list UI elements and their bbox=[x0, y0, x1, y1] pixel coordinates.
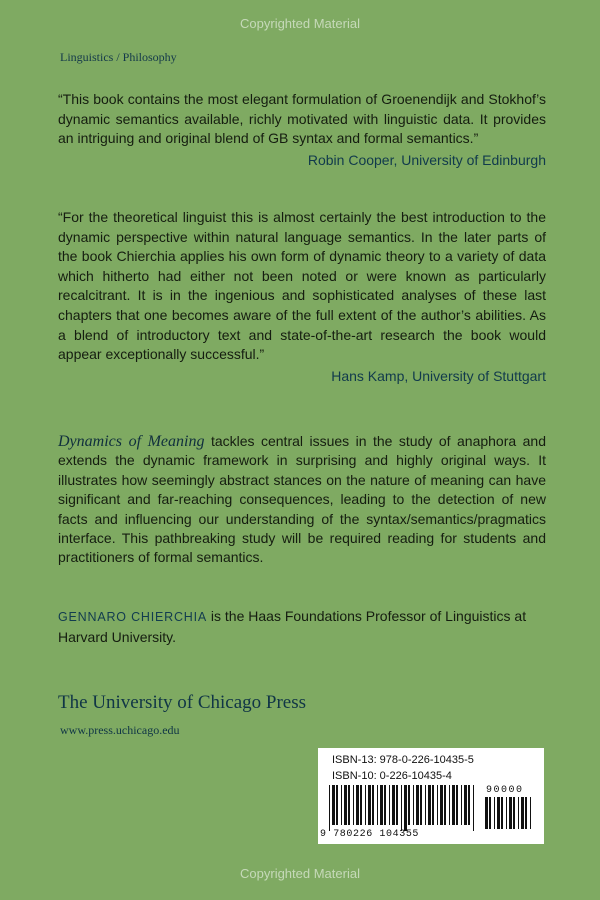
book-description bbox=[58, 432, 546, 568]
barcode-bar bbox=[525, 797, 527, 829]
barcode-bar bbox=[408, 785, 410, 825]
barcode-bar bbox=[473, 785, 474, 831]
quote-text: “This book contains the most elegant formulation of Groenendijk and Stokhof’s dynamic semantics available, richly motivated with linguistic data. It provides an intriguing and original blend of GB syntax and formal semantics.” bbox=[58, 91, 546, 147]
barcode-bar bbox=[449, 785, 450, 825]
barcode-bar bbox=[494, 797, 495, 829]
author-bio bbox=[58, 606, 546, 647]
barcode-bar bbox=[368, 785, 371, 825]
author-bio-text: is the Haas Foundations Professor of Linguistics at Harvard University. bbox=[58, 608, 527, 645]
barcode-bar bbox=[521, 797, 524, 829]
barcode-bar bbox=[380, 785, 383, 825]
barcode-bar bbox=[461, 785, 462, 825]
barcode-digits: 9 780226 104355 bbox=[320, 829, 420, 840]
watermark-top: Copyrighted Material bbox=[240, 16, 360, 31]
barcode-bar bbox=[506, 797, 507, 829]
barcode-bar bbox=[432, 785, 434, 825]
barcode-bar bbox=[501, 797, 503, 829]
quote-text: “For the theoretical linguist this is almost certainly the best introduction to the dynamic perspective within natural language semantics. In the later parts of the book Chierchia applies his own form of dynamic theory to a variety of data which hitherto had either not been noted or were known as particularly recalcitrant. It is in the ingenious and sophisticated analyses of these last chapters that one becomes aware of the full extent of the author’s abilities. As a blend of introductory text and state-of-the-art research the book would appear exceptionally successful.” bbox=[58, 209, 546, 363]
barcode-bar bbox=[425, 785, 426, 825]
quote-attribution: Hans Kamp, University of Stuttgart bbox=[331, 367, 546, 384]
barcode-bar bbox=[356, 785, 359, 825]
category-label: Linguistics / Philosophy bbox=[60, 50, 177, 64]
barcode-bar bbox=[489, 797, 491, 829]
barcode-panel bbox=[318, 748, 544, 844]
barcode-bar bbox=[485, 797, 488, 829]
publisher-website: www.press.uchicago.edu bbox=[60, 723, 180, 737]
barcode-addon-bars bbox=[484, 797, 538, 831]
barcode-bar bbox=[452, 785, 455, 825]
barcode-bar bbox=[530, 797, 531, 829]
review-quote-1 bbox=[58, 90, 546, 170]
barcode-bar bbox=[341, 785, 342, 825]
barcode-bar bbox=[468, 785, 470, 825]
barcode-bar bbox=[509, 797, 512, 829]
isbn-10: ISBN-10: 0-226-10435-4 bbox=[332, 770, 452, 782]
barcode-bar bbox=[437, 785, 438, 825]
barcode-bar bbox=[377, 785, 378, 825]
watermark-bottom: Copyrighted Material bbox=[240, 866, 360, 881]
barcode-bar bbox=[389, 785, 390, 825]
review-quote-2 bbox=[58, 208, 546, 386]
barcode-bar bbox=[413, 785, 414, 825]
barcode-bar bbox=[420, 785, 422, 825]
barcode-bar bbox=[344, 785, 347, 825]
barcode-bar bbox=[332, 785, 335, 825]
barcode-bar bbox=[336, 785, 338, 825]
barcode-bar bbox=[348, 785, 350, 825]
barcode-bar bbox=[497, 797, 500, 829]
barcode-bar bbox=[360, 785, 362, 825]
barcode-bars bbox=[328, 785, 480, 831]
quote-attribution: Robin Cooper, University of Edinburgh bbox=[307, 151, 546, 168]
barcode-bar bbox=[365, 785, 366, 825]
barcode-bar bbox=[384, 785, 386, 825]
barcode-bar bbox=[513, 797, 515, 829]
isbn-13: ISBN-13: 978-0-226-10435-5 bbox=[332, 754, 474, 766]
barcode-bar bbox=[401, 785, 402, 831]
publisher-name: The University of Chicago Press bbox=[58, 692, 307, 713]
description-text: tackles central issues in the study of anaphora and extends the dynamic framework in surprising and highly original ways. It illustrates how seemingly abstract stances on the nature of meaning can have significant and far-reaching consequences, leading to the detection of new facts and influencing our understanding of the syntax/semantics/pragmatics interface. This pathbreaking study will be required reading for students and practitioners of formal semantics. bbox=[58, 433, 546, 566]
barcode-bar bbox=[428, 785, 431, 825]
barcode-bar bbox=[329, 785, 330, 831]
barcode-bar bbox=[396, 785, 398, 825]
author-name: GENNARO CHIERCHIA bbox=[58, 610, 208, 624]
barcode-bar bbox=[518, 797, 519, 829]
barcode-bar bbox=[464, 785, 467, 825]
barcode-bar bbox=[392, 785, 395, 825]
book-title: Dynamics of Meaning bbox=[58, 433, 205, 450]
barcode-bar bbox=[440, 785, 443, 825]
barcode-bar bbox=[416, 785, 419, 825]
barcode-bar bbox=[444, 785, 446, 825]
barcode-bar bbox=[353, 785, 354, 825]
barcode-bar bbox=[372, 785, 374, 825]
barcode-bar bbox=[404, 785, 407, 831]
barcode-addon-digits: 90000 bbox=[486, 785, 524, 796]
barcode-bar bbox=[456, 785, 458, 825]
